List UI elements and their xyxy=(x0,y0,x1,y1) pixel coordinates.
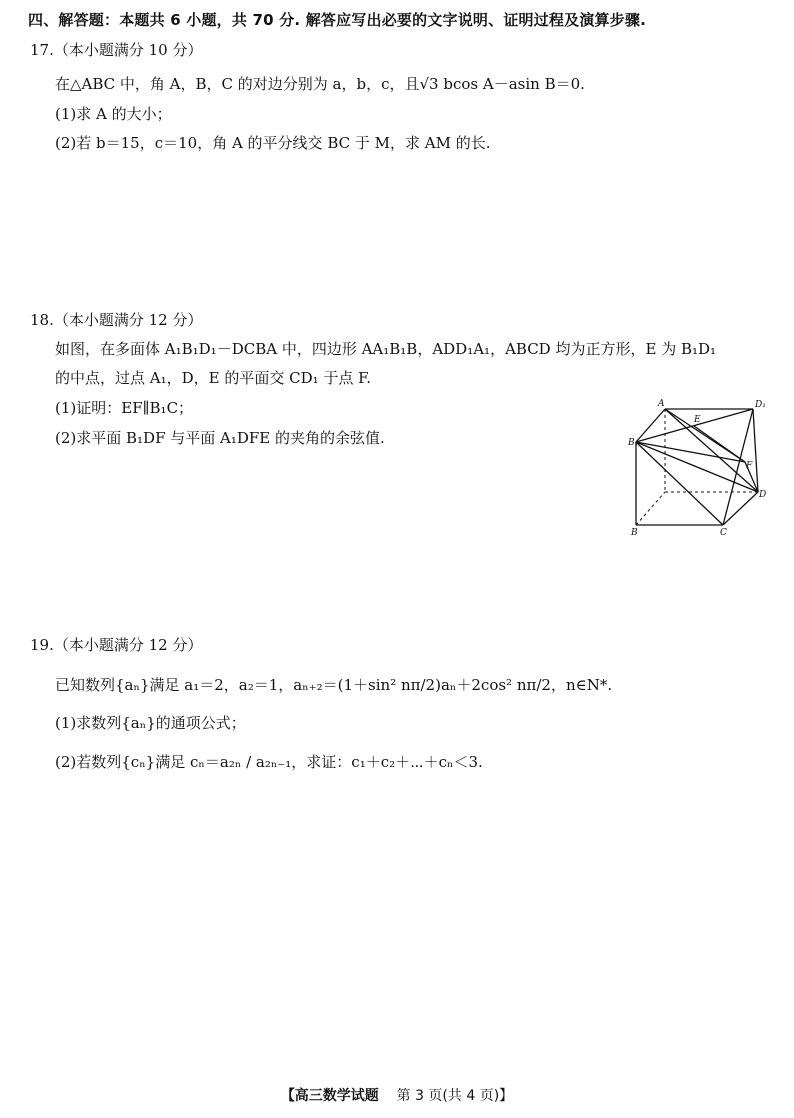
polyhedron-figure xyxy=(628,395,773,537)
footer-page-number: 第 3 页(共 4 页)】 xyxy=(396,1088,514,1104)
edge-b1-d xyxy=(636,442,758,492)
edge-b1-d1 xyxy=(636,409,753,442)
question-17-part-2: (2)若 b＝15，c＝10，角 A 的平分线交 BC 于 M，求 AM 的长. xyxy=(55,134,491,152)
label-d: D xyxy=(759,490,767,500)
label-b: B xyxy=(631,528,638,537)
question-17-statement: 在△ABC 中，角 A，B，C 的对边分别为 a，b，c，且√3 bcos A－asin B＝0. xyxy=(55,75,585,93)
question-17-header: 17.（本小题满分 10 分） xyxy=(30,41,203,59)
label-d1: D₁ xyxy=(755,400,766,410)
edge-b1-c xyxy=(636,442,723,525)
label-c: C xyxy=(720,528,727,537)
question-19-header: 19.（本小题满分 12 分） xyxy=(30,636,203,654)
question-18-part-2: (2)求平面 B₁DF 与平面 A₁DFE 的夹角的余弦值. xyxy=(55,429,385,447)
edge-b1-a xyxy=(636,409,665,442)
label-f: F xyxy=(746,461,753,471)
edge-e-f xyxy=(694,426,745,462)
footer-title: 【高三数学试题 xyxy=(280,1088,379,1104)
edge-b1-f xyxy=(636,442,745,462)
hidden-edge-b-a1 xyxy=(636,492,665,525)
question-19-part-2: (2)若数列{cₙ}满足 cₙ＝a₂ₙ / a₂ₙ₋₁，求证：c₁＋c₂＋⋯＋cₙ＜3. xyxy=(55,753,483,771)
label-a: A xyxy=(658,399,665,409)
question-18-statement-line-2: 的中点，过点 A₁，D，E 的平面交 CD₁ 于点 F. xyxy=(55,369,372,387)
page-footer xyxy=(0,1085,794,1105)
question-19-part-1: (1)求数列{aₙ}的通项公式； xyxy=(55,714,246,732)
question-18-header: 18.（本小题满分 12 分） xyxy=(30,311,203,329)
question-18-statement-line-1: 如图，在多面体 A₁B₁D₁－DCBA 中，四边形 AA₁B₁B，ADD₁A₁，ABCD 均为正方形，E 为 B₁D₁ xyxy=(55,340,717,358)
label-b1: B₁ xyxy=(628,438,639,448)
question-18-part-1: (1)证明：EF∥B₁C； xyxy=(55,399,194,417)
section-heading: 四、解答题：本题共 6 小题，共 70 分. 解答应写出必要的文字说明、证明过程及演算步骤. xyxy=(28,11,647,29)
edge-c-d xyxy=(723,492,758,525)
question-19-statement: 已知数列{aₙ}满足 a₁＝2，a₂＝1，aₙ₊₂＝(1＋sin² nπ/2)aₙ＋2cos² nπ/2，n∈N*. xyxy=(55,676,613,694)
question-17-part-1: (1)求 A 的大小； xyxy=(55,105,172,123)
label-e: E xyxy=(694,415,701,425)
edge-d1-d xyxy=(753,409,758,492)
